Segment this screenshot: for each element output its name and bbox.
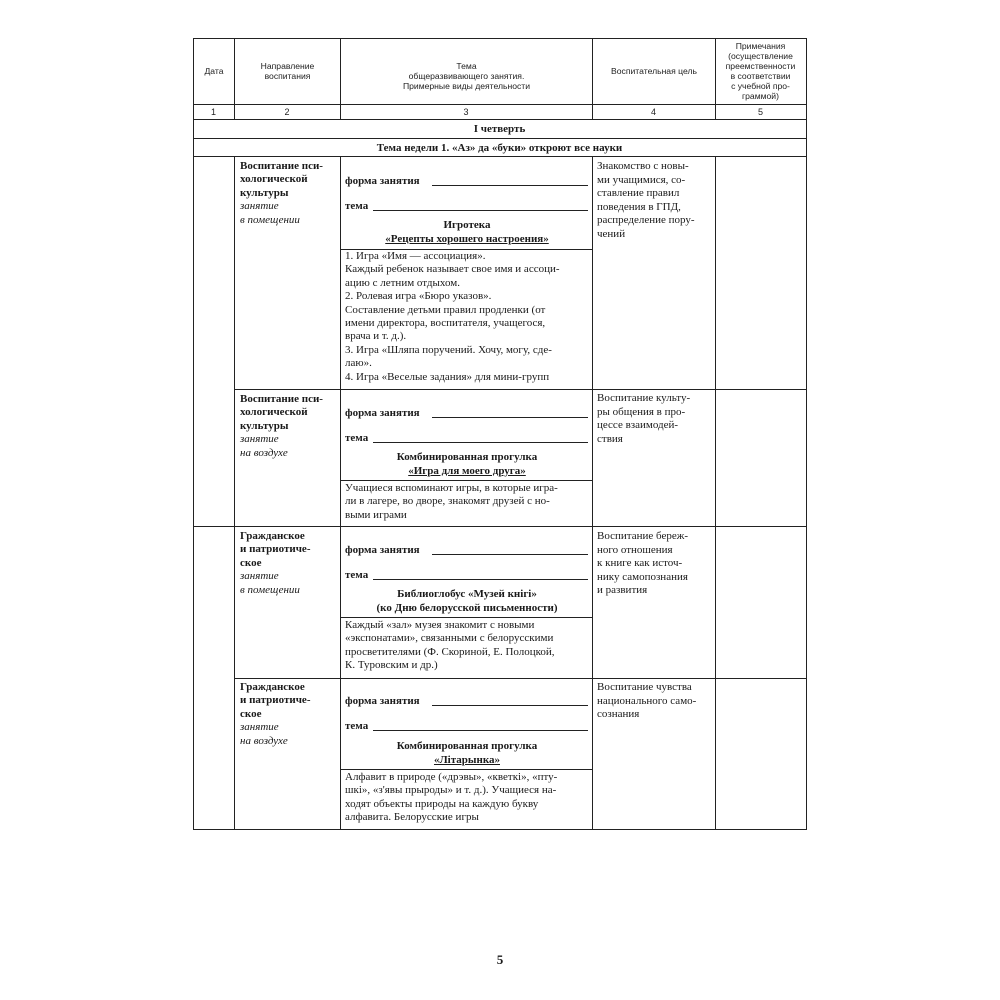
row-1-goal-line-5: распределение пору- <box>597 214 695 226</box>
row-1-body-line-9: лаю». <box>345 357 372 370</box>
header-notes-line-3: преемственности <box>725 61 796 71</box>
header-topic <box>342 61 591 91</box>
row-4-body-line-3: ходят объекты природы на каждую букву <box>345 797 539 810</box>
row-1-body-line-5: Составление детьми правил продленки (от <box>345 303 546 316</box>
row-2-body-line-2: ли в лагере, во дворе, знакомят друзей с но- <box>345 495 550 508</box>
row-3-activity-body <box>345 619 589 673</box>
row-3-form-line[interactable] <box>432 554 588 555</box>
row-2-goal-line-4: ствия <box>597 432 623 445</box>
row-4-form-line[interactable] <box>432 705 588 706</box>
row-3-form-label: форма занятия <box>345 544 420 556</box>
row-2-goal-line-2: ры общения в про- <box>597 405 686 418</box>
row-3-goal-line-3: к книге как источ- <box>597 557 683 569</box>
row-3-body-line-3: просветителями (Ф. Скориной, Е. Полоцкой, <box>345 645 555 658</box>
row-4-direction-sub: занятие на воздухе <box>240 721 288 747</box>
row-1-body-line-7: врача и т. д.). <box>345 330 407 343</box>
row-1-body-line-8: 3. Игра «Шляпа поручений. Хочу, могу, сде- <box>345 343 552 356</box>
row-1-activity-title-2: «Рецепты хорошего настроения» <box>385 232 549 245</box>
header-topic-line-1: Тема <box>456 61 477 71</box>
row-1-direction <box>240 160 336 227</box>
row-1-goal-line-2: ми учащимися, со- <box>597 173 686 186</box>
row-3-direction-title: Гражданское и патриотиче- ское <box>240 530 311 569</box>
header-notes-line-5: с учебной про- <box>731 81 790 91</box>
col-divider-3 <box>592 156 593 830</box>
row-2-topic-line[interactable] <box>373 442 588 443</box>
row-4-form-label: форма занятия <box>345 695 420 707</box>
row-3-goal-line-2: ного отношения <box>597 543 673 556</box>
row-3-body-line-1: Каждый «зал» музея знакомит с новыми <box>345 619 535 631</box>
page-number: 5 <box>496 952 504 967</box>
row-4-body-line-4: алфавита. Белорусские игры <box>345 811 479 824</box>
header-goal-text: Воспитательная цель <box>611 66 697 76</box>
row-3-goal <box>597 530 711 598</box>
row-divider-1 <box>235 389 807 390</box>
header-notes-line-4: в соответствии <box>730 71 791 81</box>
row-2-form-line[interactable] <box>432 417 588 418</box>
header-notes <box>716 41 805 101</box>
row-2-activity-body <box>345 482 589 522</box>
row-4-activity-title <box>344 740 590 767</box>
row-4-direction-title: Гражданское и патриотиче- ское <box>240 681 311 720</box>
header-notes-line-6: граммой) <box>742 91 779 101</box>
row-1-goal <box>597 160 711 241</box>
row-3-topic-label: тема <box>345 569 369 581</box>
row-1-topic-label: тема <box>345 200 369 212</box>
row-3-direction-sub: занятие в помещении <box>240 570 300 596</box>
row-2-activity-title-1: Комбинированная прогулка <box>396 451 538 463</box>
row-2-direction-title: Воспитание пси- хологической культуры <box>240 393 323 432</box>
row-4-body-line-2: шкі», «з'явы прыроды» и т. д.). Учащиеся на- <box>345 784 557 797</box>
row-1-body-line-2: Каждый ребенок называет свое имя и ассоци- <box>345 263 560 276</box>
row-1-goal-line-6: чений <box>597 227 626 240</box>
row-1-direction-sub: занятие в помещении <box>240 200 300 226</box>
row-3-topic-line[interactable] <box>373 579 588 580</box>
row-1-form-line[interactable] <box>432 185 588 186</box>
header-direction-line-1: Направление <box>260 61 315 71</box>
row-3-activity-title-1: Библиоглобус «Музей кнігі» <box>397 588 537 600</box>
row-4-topic-label: тема <box>345 720 369 732</box>
header-notes-line-1: Примечания <box>735 41 786 51</box>
week-topic: Тема недели 1. «Аз» да «буки» откроют все науки <box>376 142 623 154</box>
row-1-activity-title <box>344 219 590 246</box>
row-3-activity-title-2: (ко Дню белорусской письменности) <box>376 601 558 614</box>
row-4-direction <box>240 681 336 748</box>
row-1-direction-title: Воспитание пси- хологической культуры <box>240 160 323 199</box>
row-4-goal-line-3: сознания <box>597 708 640 720</box>
row-4-activity-body <box>345 771 589 825</box>
column-number-1: 1 <box>210 107 216 117</box>
row-2-goal-line-1: Воспитание культу- <box>597 392 691 404</box>
row-2-direction <box>240 393 336 460</box>
row-3-goal-line-1: Воспитание береж- <box>597 530 688 542</box>
row-1-topic-line[interactable] <box>373 210 588 211</box>
table-border-left <box>193 38 194 830</box>
row-4-body-line-1: Алфавит в природе («дрэвы», «кветкі», «пту- <box>345 771 558 783</box>
column-number-4: 4 <box>650 107 656 117</box>
row-2-topic-label: тема <box>345 432 369 444</box>
row-3-direction <box>240 530 336 597</box>
quarter-divider <box>193 138 807 139</box>
row-1-body-line-3: ацию с летним отдыхом. <box>345 276 461 289</box>
row-1-activity-title-1: Игротека <box>443 219 491 231</box>
header-notes-line-2: (осуществление <box>728 51 793 61</box>
row-3-activity-divider <box>341 617 592 618</box>
row-2-activity-title <box>344 451 590 478</box>
header-direction-line-2: воспитания <box>264 71 311 81</box>
quarter-title: I четверть <box>473 123 526 135</box>
row-1-goal-line-3: ставление правил <box>597 187 680 199</box>
row-1-body-line-10: 4. Игра «Веселые задания» для мини-групп <box>345 370 550 383</box>
header-topic-line-3: Примерные виды деятельности <box>402 81 531 91</box>
row-3-activity-title <box>344 588 590 615</box>
row-1-goal-line-4: поведения в ГПД, <box>597 200 681 213</box>
row-2-body-line-1: Учащиеся вспоминают игры, в которые игра- <box>345 482 558 494</box>
row-2-direction-sub: занятие на воздухе <box>240 433 288 459</box>
col-divider-2 <box>340 156 341 830</box>
row-4-goal <box>597 681 711 722</box>
col-divider-1 <box>234 156 235 830</box>
col-divider-4 <box>715 156 716 830</box>
row-3-goal-line-5: и развития <box>597 584 648 596</box>
row-1-body-line-4: 2. Ролевая игра «Бюро указов». <box>345 290 492 303</box>
column-number-3: 3 <box>463 107 469 117</box>
column-number-2: 2 <box>284 107 290 117</box>
row-1-goal-line-1: Знакомство с новы- <box>597 160 689 172</box>
header-topic-line-2: общеразвивающего занятия. <box>408 71 525 81</box>
row-divider-3 <box>235 678 807 679</box>
row-3-body-line-2: «экспонатами», связанными с белорусскими <box>345 632 554 645</box>
row-1-body-line-1: 1. Игра «Имя — ассоциация». <box>345 250 486 262</box>
row-2-goal <box>597 392 711 446</box>
row-4-activity-divider <box>341 769 592 770</box>
header-direction <box>236 61 339 81</box>
row-4-goal-line-2: национального само- <box>597 694 697 707</box>
row-3-goal-line-4: нику самопознания <box>597 570 688 583</box>
table-border-right <box>806 38 807 830</box>
header-date-text: Дата <box>204 66 224 76</box>
column-number-5: 5 <box>757 107 763 117</box>
row-4-topic-line[interactable] <box>373 730 588 731</box>
row-4-activity-title-1: Комбинированная прогулка <box>396 740 538 752</box>
row-2-form-label: форма занятия <box>345 407 420 419</box>
row-4-goal-line-1: Воспитание чувства <box>597 681 692 693</box>
header-goal <box>594 66 714 76</box>
row-4-activity-title-2: «Лiтарынка» <box>433 753 500 766</box>
row-1-body-line-6: имени директора, воспитателя, учащегося, <box>345 317 546 330</box>
row-2-body-line-3: выми играми <box>345 508 407 521</box>
row-2-activity-title-2: «Игра для моего друга» <box>408 464 526 477</box>
header-date <box>195 66 233 76</box>
row-1-activity-body <box>345 250 589 384</box>
row-2-goal-line-3: цессе взаимодей- <box>597 419 679 431</box>
row-3-body-line-4: К. Туровским и др.) <box>345 659 438 672</box>
row-1-form-label: форма занятия <box>345 175 420 187</box>
row-2-activity-divider <box>341 480 592 481</box>
